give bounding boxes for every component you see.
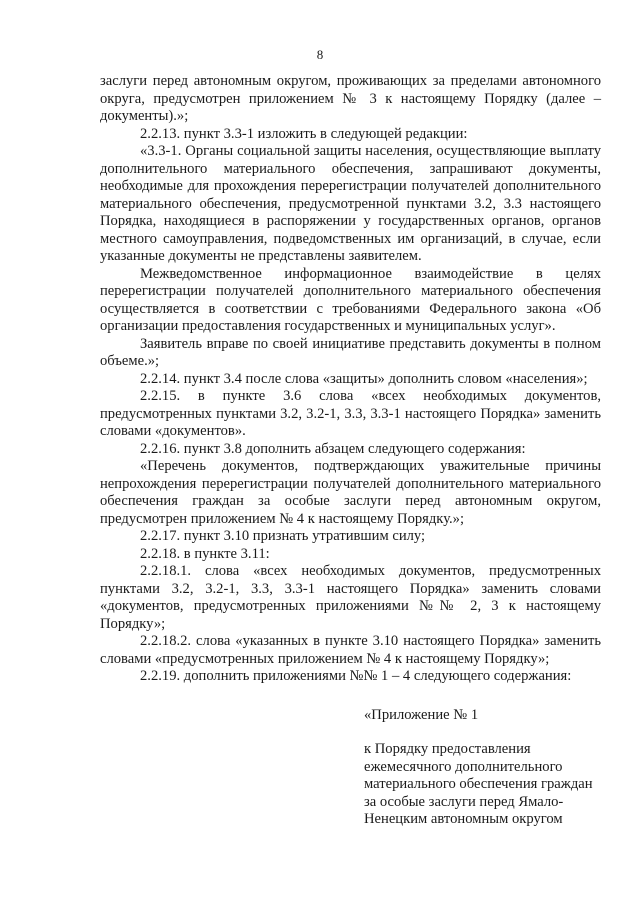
page-number: 8 [316,47,324,62]
paragraph: 2.2.16. пункт 3.8 дополнить абзацем следующего содержания: [140,440,526,457]
paragraph: 2.2.17. пункт 3.10 признать утратившим силу; [140,528,426,544]
paragraph: 2.2.14. пункт 3.4 после слова «защиты» дополнить словом «населения»; [140,370,588,387]
paragraph: Межведомственное информационное взаимодействие в целях перерегистрации получателей дополнительного материального обеспечения осуществляется в соответствии с требованиями Федерального закона «Об организации предоставления государственных и муниципальных услуг». [100,265,601,334]
appendix-caption-line: ежемесячного дополнительного [364,758,563,775]
paragraph: 2.2.19. дополнить приложениями №№ 1 – 4 следующего содержания: [140,668,572,684]
appendix-caption-line: за особые заслуги перед Ямало- [364,793,564,810]
paragraph: 2.2.15. в пункте 3.6 слова «всех необходимых документов, предусмотренных пунктами 3.2, 3.2-1, 3.3, 3.3-1 настоящего Порядка» заменить словами «документов». [100,388,601,439]
paragraph: «3.3-1. Органы социальной защиты населения, осуществляющие выплату дополнительного материального обеспечения, запрашивают документы, необходимые для прохождения перерегистрации получателей дополнительного материального обеспечения, предусмотренной пунктами 3.2, 3.3 настоящего Порядка, находящиеся в распоряжении у государственных органов, органов местного самоуправления, подведомственных им организаций, в случае, если указанные документы не представлены заявителем. [100,143,601,264]
appendix-caption-line: к Порядку предоставления [364,741,531,757]
appendix-title: «Приложение № 1 [364,707,479,723]
paragraph: 2.2.13. пункт 3.3-1 изложить в следующей редакции: [140,125,468,142]
paragraph: 2.2.18. в пункте 3.11: [140,545,270,562]
paragraph: Заявитель вправе по своей инициативе представить документы в полном объеме.»; [100,335,601,369]
paragraph: 2.2.18.1. слова «всех необходимых документов, предусмотренных пунктами 3.2, 3.2-1, 3.3, 3.3-1 настоящего Порядка» заменить словами «документов, предусмотренных приложениями №№ 2, 3 к настоящему Порядку»; [100,563,601,632]
appendix-caption-line: материального обеспечения граждан [364,776,593,792]
paragraph: заслуги перед автономным округом, проживающих за пределами автономного округа, предусмотрен приложением № 3 к настоящему Порядку (далее – документы).»; [100,73,601,124]
paragraph: 2.2.18.2. слова «указанных в пункте 3.10 настоящего Порядка» заменить словами «предусмотренных приложением № 4 к настоящему Порядку»; [100,633,601,667]
appendix-caption-line: Ненецким автономным округом [364,811,563,827]
body-text [100,73,601,686]
appendix-caption [364,741,614,829]
paragraph: «Перечень документов, подтверждающих уважительные причины непрохождения перерегистрации получателей дополнительного материального обеспечения граждан за особые заслуги перед автономным округом, предусмотрен приложением № 4 к настоящему Порядку.»; [100,458,601,527]
